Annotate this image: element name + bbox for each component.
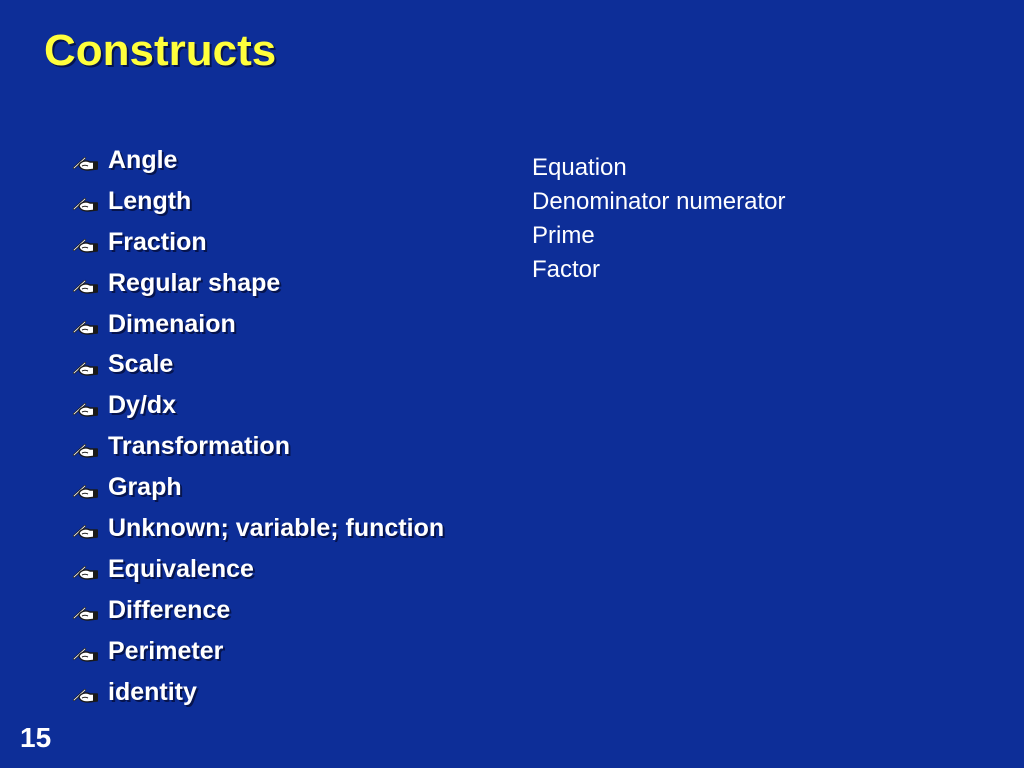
bullet-text: Dy/dx: [108, 391, 177, 420]
writing-hand-icon: [68, 520, 100, 542]
bullet-text: Fraction: [108, 227, 207, 256]
bullet-text: identity: [108, 677, 197, 706]
writing-hand-icon: [68, 602, 100, 624]
writing-hand-icon: [68, 480, 100, 502]
bullet-item: [68, 590, 444, 631]
bullet-text: Scale: [108, 350, 174, 379]
side-term-list: [532, 151, 785, 287]
bullet-item: [68, 304, 444, 345]
writing-hand-icon: [68, 684, 100, 706]
bullet-text: Angle: [108, 145, 178, 174]
side-term: Equation: [532, 154, 627, 181]
bullet-item: [68, 222, 444, 263]
writing-hand-icon: [68, 234, 100, 256]
writing-hand-icon: [68, 152, 100, 174]
writing-hand-icon: [68, 316, 100, 338]
bullet-item: [68, 631, 444, 672]
bullet-item: [68, 508, 444, 549]
bullet-item: [68, 549, 444, 590]
side-term: Denominator numerator: [532, 188, 786, 215]
writing-hand-icon: [68, 398, 100, 420]
bullet-list: [68, 140, 444, 712]
page-number: 15: [20, 722, 52, 753]
writing-hand-icon: [68, 643, 100, 665]
writing-hand-icon: [68, 193, 100, 215]
bullet-item: [68, 140, 444, 181]
side-term: Prime: [532, 222, 595, 249]
bullet-text: Perimeter: [108, 636, 224, 665]
writing-hand-icon: [68, 357, 100, 379]
bullet-item: [68, 181, 444, 222]
bullet-item: [68, 263, 444, 304]
side-term: Factor: [532, 256, 601, 283]
bullet-text: Unknown; variable; function: [108, 513, 445, 542]
bullet-text: Length: [108, 186, 192, 215]
bullet-item: [68, 672, 444, 713]
bullet-text: Transformation: [108, 432, 290, 461]
writing-hand-icon: [68, 275, 100, 297]
bullet-item: [68, 426, 444, 467]
bullet-item: [68, 385, 444, 426]
bullet-item: [68, 467, 444, 508]
bullet-text: Dimenaion: [108, 309, 236, 338]
bullet-item: [68, 344, 444, 385]
bullet-text: Regular shape: [108, 268, 281, 297]
bullet-text: Equivalence: [108, 554, 254, 583]
slide-title: Constructs: [44, 26, 277, 75]
writing-hand-icon: [68, 561, 100, 583]
bullet-text: Graph: [108, 473, 182, 502]
writing-hand-icon: [68, 439, 100, 461]
bullet-text: Difference: [108, 595, 231, 624]
